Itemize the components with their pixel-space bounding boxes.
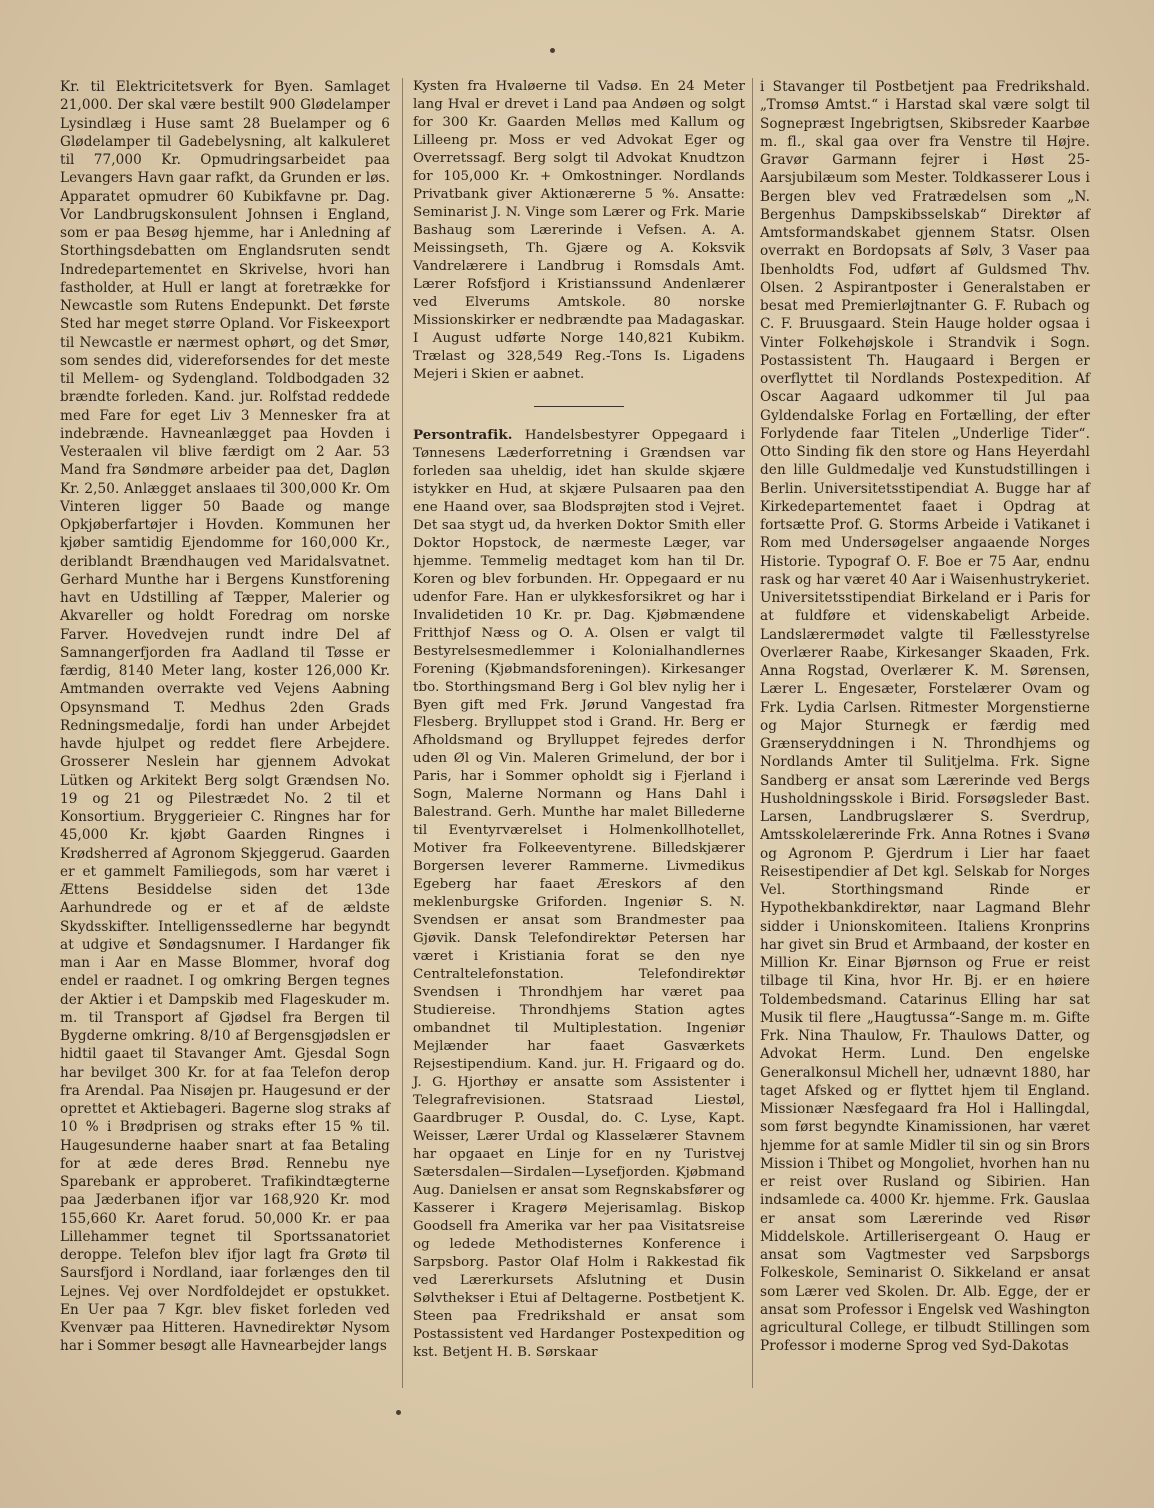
column-divider-2 (752, 78, 753, 1388)
persontrafik-text: Handelsbestyrer Oppegaard i Tønnesens Læderforretning i Grændsen var forleden saa uheldig, idet han skulde skjære istykker en Hud, at skjære Pulsaaren paa den ene Haand over, saa Blodsprøjten stod i Vejret. Det saa stygt ud, da hverken Doktor Smith eller Doktor Hopstock, de nærmeste Læger, var hjemme. Temmelig medtaget kom han til Dr. Koren og blev forbunden. Hr. Oppegaard er nu udenfor Fare. Han er ulykkesforsikret og har i Invalidetiden 10 Kr. pr. Dag. Kjøbmændene Fritthjof Næss og O. A. Olsen er valgt til Bestyrelsesmedlemmer i Kolonialhandlernes Forening (Kjøbmandsforeningen). Kirkesanger tbo. Storthingsmand Berg i Gol blev nylig her i Byen gift med Frk. Jørund Vangestad fra Flesberg. Brylluppet stod i Grand. Hr. Berg er Afholdsmand og Brylluppet fejredes derfor uden Øl og Vin. Maleren Grimelund, der bor i Paris, har i Sommer opholdt sig i Fjerland i Sogn, Malerne Normann og Hans Dahl i Balestrand. Gerh. Munthe har malet Billederne til Eventyrværelset i Holmenkollhotellet, Motiver fra Folkeeventyrene. Billedskjærer Borgersen leverer Rammerne. Livmedikus Egeberg har faaet Æreskors af den meklenburgske Griforden. Ingeniør S. N. Svendsen er ansat som Brandmester paa Gjøvik. Dansk Telefondirektør Petersen har været i Kristiania forat se den nye Centraltelefonstation. Telefondirektør Svendsen i Throndhjem har været paa Studiereise. Throndhjems Station agtes ombandnet til Multiplestation. Ingeniør Mejlænder har faaet Gasværkets Rejsestipendium. Kand. jur. H. Frigaard og do. J. G. Hjorthøy er ansatte som Assistenter i Telegrafrevisionen. Statsraad Liestøl, Gaardbruger P. Ousdal, do. C. Lyse, Kapt. Weisser, Lærer Urdal og Klasselærer Stavnem har opgaaet en Linje for en ny Turistvej Sætersdalen—Sirdalen—Lysefjorden. Kjøbmand Aug. Danielsen er ansat som Regnskabsfører og Kasserer i Kragerø Mejerisamlag. Biskop Goodsell fra Amerika var her paa Visitatsreise og ledede Methodisternes Konference i Sarpsborg. Pastor Olaf Holm i Rakkestad fik ved Lærerkursets Afslutning et Dusin Sølvthekser i Etui af Deltagerne. Postbetjent K. Steen paa Fredrikshald er ansat som Postassistent ved Hardanger Postexpedition og kst. Betjent H. B. Sørskaar (413, 427, 746, 1360)
column-3-text: i Stavanger til Postbetjent paa Fredrikshald. „Tromsø Amtst.“ i Harstad skal være solgt til Sognepræst Ingebrigtsen, Skibsreder Kaarbøe m. fl., skal gaa over fra Venstre til Højre. Gravør Garmann fejrer i Høst 25-Aarsjubilæum som Mester. Toldkasserer Lous i Bergen blev ved Fratrædelsen som „N. Bergenhus Dampskibsselskab“ Direktør af Amtsformandskabet gjennem Statsr. Olsen overrakt en Bordopsats af Sølv, 3 Vaser paa Ibenholdts Fod, udført af Guldsmed Thv. Olsen. 2 Aspirantposter i Generalstaben er besat med Premierløjtnanter G. F. Rubach og C. F. Bruusgaard. Stein Hauge holder ogsaa i Vinter Folkehøjskole i Strandvik i Sogn. Postassistent Th. Haugaard i Bergen er overflyttet til Nordlands Postexpedition. Af Oscar Aagaard udkommer til Jul paa Gyldendalske Forlag en Fortælling, der efter Forlydende faar Titelen „Underlige Tider“. Otto Sinding fik den store og Hans Heyerdahl den lille Guldmedalje ved Kunstudstillingen i Berlin. Universitetsstipendiat A. Bugge har af Kirkedepartementet faaet i Opdrag at fortsætte Prof. G. Storms Arbeide i Vatikanet i Rom med Undersøgelser angaaende Norges Historie. Typograf O. F. Boe er 75 Aar, endnu rask og har været 40 Aar i Waisenhustrykeriet. Universitetsstipendiat Birkeland er i Paris for at fuldføre et videnskabeligt Arbeide. Landslærermødet valgte til Fællesstyrelse Overlærer Raabe, Kirkesanger Skaaden, Frk. Anna Rogstad, Overlærer K. M. Sørensen, Lærer L. Engesæter, Forstelærer Ovam og Frk. Lydia Carlsen. Ritmester Morgenstierne og Major Sturnegk er færdig med Grænseryddningen i N. Throndhjems og Nordlands Amter til Sulitjelma. Frk. Signe Sandberg er ansat som Lærerinde ved Bergs Husholdningsskole i Birid. Forsøgsleder Bast. Larsen, Landbrugslærer S. Sverdrup, Amtsskolelærerinde Frk. Anna Rotnes i Svanø og Agronom P. Gjerdrum i Lier har faaet Reisestipendier af Det kgl. Selskab for Norges Vel. Storthingsmand Rinde er Hypothekbankdirektør, naar Lagmand Blehr sidder i Unionskomiteen. Italiens Kronprins har givet sin Brud et Armbaand, der koster en Million Kr. Einar Bjørnson og Frue er reist tilbage til Kina, hvor Hr. Bj. er en høiere Toldembedsmand. Catarinus Elling har sat Musik til flere „Haugtussa“-Sange m. m. Gifte Frk. Nina Thaulow, Fr. Thaulows Datter, og Advokat Herm. Lund. Den engelske Generalkonsul Michell her, udnævnt 1880, har taget Afsked og er flyttet hjem til England. Missionær Næsfegaard fra Hol i Hallingdal, som først begyndte Kinamissionen, har været hjemme for at samle Midler til sin og sin Brors Mission i Thibet og Mongoliet, hvorhen han nu er reist over Rusland og Sibirien. Han indsamlede ca. 4000 Kr. hjemme. Frk. Gauslaa er ansat som Lærerinde ved Risør Middelskole. Artillerisergeant O. Haug er ansat som Vagtmester ved Sarpsborgs Folkeskole, Seminarist O. Sikkeland er ansat som Lærer ved Skolen. Dr. Alb. Egge, der er ansat som Professor i Engelsk ved Washington agricultural College, er tilbudt Stillingen som Professor i moderne Sprog ved Syd-Dakotas (760, 79, 1090, 1355)
persontrafik-paragraph (413, 427, 745, 1362)
print-speck (550, 48, 555, 53)
column-1-text: Kr. til Elektricitetsverk for Byen. Samlaget 21,000. Der skal være bestilt 900 Glødelamper Lysindlæg i Huse samt 28 Buelamper og 6 Glødelamper til Gadebelysning, alt kalkuleret til 77,000 Kr. Opmudringsarbeidet paa Levangers Havn gaar rafkt, da Grunden er løs. Apparatet opmudrer 60 Kubikfavne pr. Dag. Vor Landbrugskonsulent Johnsen i England, som er paa Besøg hjemme, har i Anledning af Storthingsdebatten om Englandsruten sendt Indredepartementet en Skrivelse, hvori han fastholder, at Hull er langt at foretrække for Newcastle som Rutens Endepunkt. Det første Sted har meget større Opland. Vor Fiskeexport til Newcastle er nærmest ophørt, og det Smør, som sendes did, videreforsendes for det meste til Mellem- og Sydengland. Toldbodgaden 32 brændte forleden. Kand. jur. Rolfstad reddede med Fare for eget Liv 3 Mennesker fra at indebrænde. Havneanlægget paa Hovden i Vesteraalen vil blive færdigt om 2 Aar. 53 Mand fra Søndmøre arbeider paa det, Dagløn Kr. 2,50. Anlægget anslaaes til 300,000 Kr. Om Vinteren ligger 50 Baade og mange Opkjøberfartøjer i Hovden. Kommunen her kjøber samtidig Ejendomme for 160,000 Kr., deriblandt Brændhaugen ved Maridalsvatnet. Gerhard Munthe har i Bergens Kunstforening havt en Udstilling af Tæpper, Malerier og Akvareller og holdt Foredrag om norske Farver. Hovedvejen rundt indre Del af Samnangerfjorden fra Aadland til Tøsse er færdig, 8140 Meter lang, koster 126,000 Kr. Amtmanden overrakte ved Vejens Aabning Opsynsmand T. Medhus 2den Grads Redningsmedalje, fordi han under Arbejdet havde hjulpet og reddet flere Arbejdere. Grosserer Neslein har gjennem Advokat Lütken og Arkitekt Berg solgt Grændsen No. 19 og 21 og Pilestrædet No. 2 til et Konsortium. Bryggerieier C. Ringnes har for 45,000 Kr. kjøbt Gaarden Ringnes i Krødsherred af Agronom Skjeggerud. Gaarden er et gammelt Familiegods, som har været i Ættens Besiddelse siden det 13de Aarhundrede og er et af de ældste Skydsskifter. Intelligenssedlerne har begyndt at udgive et Søndagsnumer. I Hardanger fik man i Aar en Masse Blommer, hvoraf dog endel er raadnet. I og omkring Bergen tegnes der Aktier i et Dampskib med Flageskuder m. m. til Transport af Gjødsel fra Bergen til Bygderne omkring. 8/10 af Bergensgjødslen er hidtil gaaet til Stavanger Amt. Gjesdal Sogn har bevilget 300 Kr. for at faa Telefon derop fra Arendal. Paa Nisøjen pr. Haugesund er der oprettet et Aktiebageri. Bagerne slog straks af 10 % i Brødprisen og straks efter 15 % til. Haugesunderne haaber snart at faa Betaling for at æde deres Brød. Rennebu nye Sparebank er approberet. Trafikindtægterne paa Jæderbanen ifjor var 168,920 Kr. mod 155,660 Kr. Aaret forud. 50,000 Kr. er paa Lillehammer tegnet til Sportssanatoriet deroppe. Telefon blev ifjor lagt fra Grøtø til Saursfjord i Nordland, iaar forlænges den til Lejnes. Vej over Nordfoldejdet er opstukket. En Uer paa 7 Kgr. blev fisket forleden ved Kvenvær paa Hitteren. Havnedirektør Nysom har i Sommer besøgt alle Havnearbejder langs (60, 79, 390, 1355)
section-separator (534, 406, 624, 407)
column-2 (413, 78, 745, 1362)
column-divider-1 (402, 78, 403, 1388)
section-heading: Persontrafik. (413, 426, 513, 443)
column-3 (760, 78, 1090, 1356)
print-speck (396, 1410, 401, 1415)
column-2-news-text: Kysten fra Hvaløerne til Vadsø. En 24 Meter lang Hval er drevet i Land paa Andøen og solgt for 300 Kr. Gaarden Melløs med Kallum og Lilleeng pr. Moss er ved Advokat Eger og Overretssagf. Berg solgt til Advokat Knudtzon for 105,000 Kr. + Omkostninger. Nordlands Privatbank giver Aktionærerne 5 %. Ansatte: Seminarist J. N. Vinge som Lærer og Frk. Marie Bashaug som Lærerinde i Vefsen. A. A. Meissingseth, Th. Gjære og A. Koksvik Vandrelærere i Landbrug i Romsdals Amt. Lærer Rofsfjord i Kristianssund Andenlærer ved Elverums Amtskole. 80 norske Missionskirker er nedbrændte paa Madagaskar. I August udførte Norge 140,821 Kubikm. Trælast og 328,549 Reg.-Tons Is. Ligadens Mejeri i Skien er aabnet. (413, 79, 745, 382)
column-1 (60, 78, 390, 1356)
